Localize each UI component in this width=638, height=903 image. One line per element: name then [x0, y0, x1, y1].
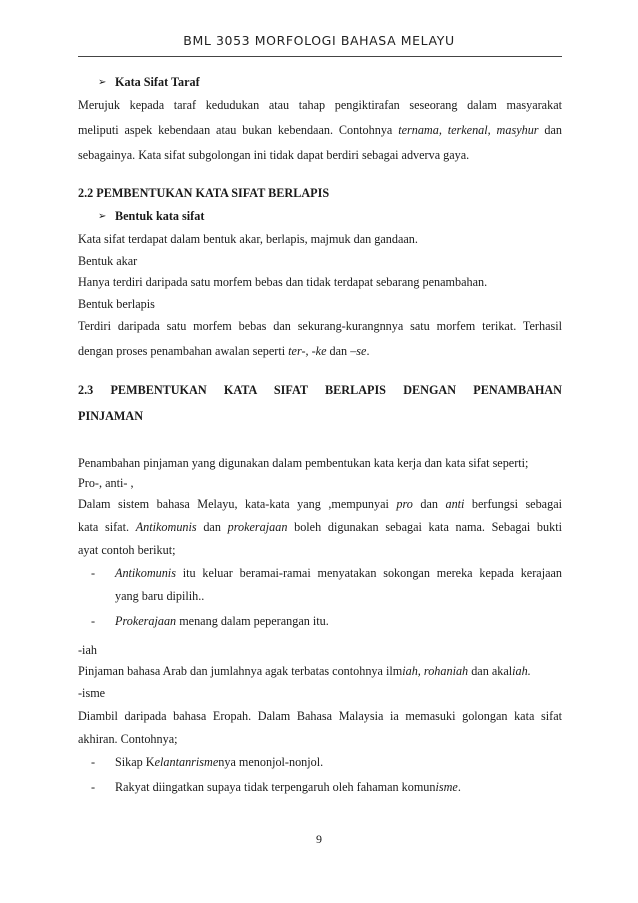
dash-bullet-icon: -	[91, 755, 96, 769]
example-sentence-cont: yang baru dipilih..	[115, 589, 205, 603]
header-divider	[78, 56, 562, 57]
paragraph-line: kata sifat. Antikomunis dan prokerajaan boleh digunakan sebagai kata nama. Sebagai bukti	[78, 520, 562, 534]
subheading-kata-sifat-taraf: Kata Sifat Taraf	[115, 75, 200, 89]
arrow-bullet-icon: ➢	[98, 211, 107, 222]
paragraph-line: akhiran. Contohnya;	[78, 732, 178, 746]
subheading-bentuk-kata-sifat: Bentuk kata sifat	[115, 209, 205, 223]
paragraph-line: Kata sifat terdapat dalam bentuk akar, berlapis, majmuk dan gandaan.	[78, 232, 418, 246]
paragraph-line: Pinjaman bahasa Arab dan jumlahnya agak terbatas contohnya ilmiah, rohaniah dan akaliah.	[78, 664, 531, 678]
dash-bullet-icon: -	[91, 614, 96, 628]
example-sentence: Sikap Kelantanrismenya menonjol-nonjol.	[115, 755, 324, 769]
page-header: BML 3053 MORFOLOGI BAHASA MELAYU	[183, 33, 455, 48]
paragraph-line: ayat contoh berikut;	[78, 543, 176, 557]
paragraph-line: Terdiri daripada satu morfem bebas dan sekurang-kurangnnya satu morfem terikat. Terhasil	[78, 319, 562, 333]
paragraph-line: Dalam sistem bahasa Melayu, kata-kata yang ,mempunyai pro dan anti berfungsi sebagai	[78, 497, 562, 511]
page-number: 9	[316, 832, 322, 846]
dash-bullet-icon: -	[91, 566, 96, 580]
paragraph-line: Diambil daripada bahasa Eropah. Dalam Bahasa Malaysia ia memasuki golongan kata sifat	[78, 709, 562, 723]
example-sentence: Prokerajaan menang dalam peperangan itu.	[115, 614, 329, 628]
paragraph-line: Bentuk akar	[78, 254, 138, 268]
paragraph-line: meliputi aspek kebendaan atau bukan kebendaan. Contohnya ternama, terkenal, masyhur dan	[78, 123, 563, 137]
example-sentence: Rakyat diingatkan supaya tidak terpengaruh oleh fahaman komunisme.	[115, 780, 461, 794]
section-heading-2-3-cont: PINJAMAN	[78, 409, 143, 423]
dash-bullet-icon: -	[91, 780, 96, 794]
section-heading-2-2: 2.2 PEMBENTUKAN KATA SIFAT BERLAPIS	[78, 186, 330, 200]
paragraph-line: sebagainya. Kata sifat subgolongan ini tidak dapat berdiri sebagai adverva gaya.	[78, 148, 470, 162]
paragraph-line: Penambahan pinjaman yang digunakan dalam pembentukan kata kerja dan kata sifat seperti;	[78, 456, 529, 470]
section-heading-2-3: 2.3 PEMBENTUKAN KATA SIFAT BERLAPIS DENGAN PENAMBAHAN	[78, 383, 562, 397]
paragraph-line: Hanya terdiri daripada satu morfem bebas dan tidak terdapat sebarang penambahan.	[78, 275, 488, 289]
example-sentence: Antikomunis itu keluar beramai-ramai menyatakan sokongan mereka kepada kerajaan	[115, 566, 562, 580]
suffix-heading-isme: -isme	[78, 686, 106, 700]
paragraph-line: Merujuk kepada taraf kedudukan atau tahap pengiktirafan seseorang dalam masyarakat	[78, 98, 562, 112]
arrow-bullet-icon: ➢	[98, 77, 107, 88]
suffix-heading-iah: -iah	[78, 643, 97, 657]
paragraph-line: dengan proses penambahan awalan seperti ter-, -ke dan –se.	[78, 344, 370, 358]
paragraph-line: Bentuk berlapis	[78, 297, 155, 311]
paragraph-line: Pro-, anti- ,	[78, 476, 134, 490]
